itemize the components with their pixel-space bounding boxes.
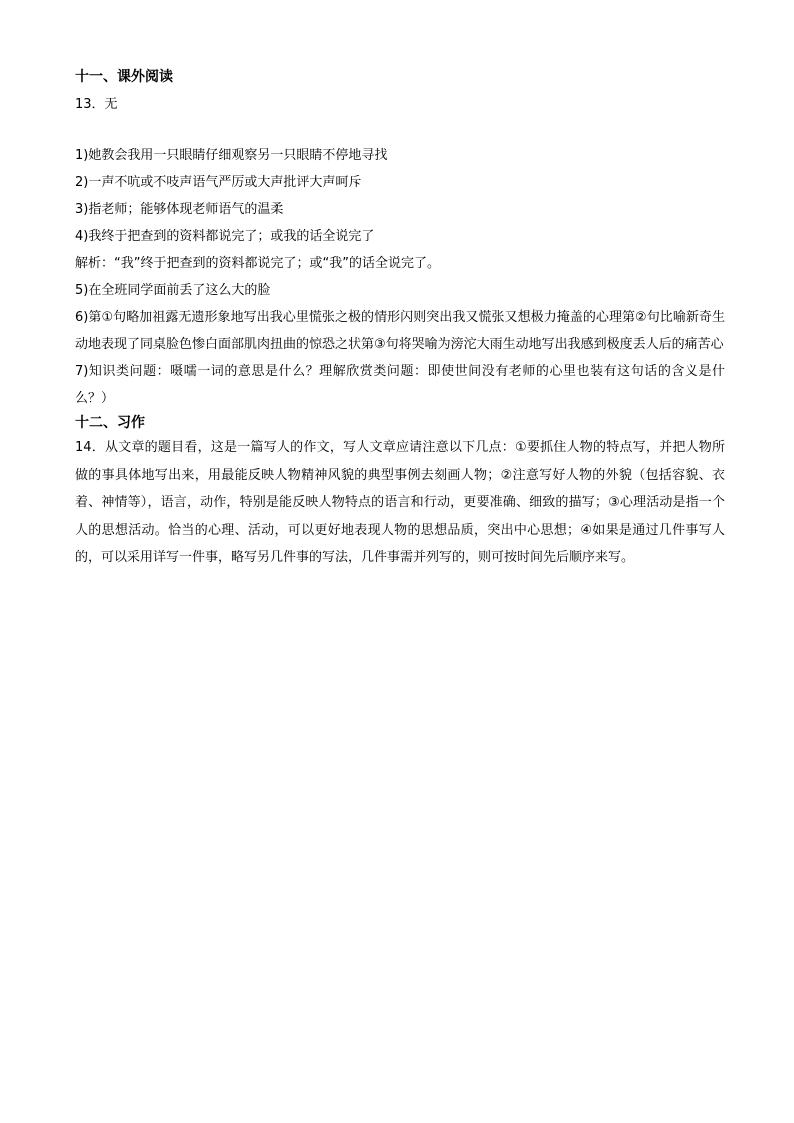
question-13-number: 13．无 — [75, 97, 118, 112]
answer-1: 1)她教会我用一只眼睛仔细观察另一只眼睛不停地寻找 — [75, 148, 388, 163]
section-heading-composition: 十二、习作 — [75, 415, 145, 431]
answer-4: 4)我终于把查到的资料都说完了；或我的话全说完了 — [75, 229, 375, 244]
answer-3: 3)指老师；能够体现老师语气的温柔 — [75, 202, 284, 217]
answer-6: 6)第①句略加祖露无遗形象地写出我心里慌张之极的情形闪则突出我又慌张又想极力掩盖的心理第②句比喻新奇生动地表现了同桌脸色惨白面部肌肉扭曲的惊恐之状第③句将哭喻为滂沱大雨生动地写出我感到极度丢人后的痛苦心 — [75, 310, 725, 352]
question-14-answer: 14．从文章的题目看，这是一篇写人的作文，写人文章应请注意以下几点：①要抓住人物的特点写，并把人物所做的事具体地写出来，用最能反映人物精神风貌的典型事例去刻画人物；②注意写好人物的外貌（包括容貌、衣着、神情等），语言，动作，特别是能反映人物特点的语言和行动，更要准确、细致的描写；③心理活动是指一个人的思想活动。恰当的心理、活动，可以更好地表现人物的思想品质，突出中心思想；④如果是通过几件事写人的，可以采用详写一件事，略写另几件事的写法，几件事需并列写的，则可按时间先后顺序来写。 — [75, 440, 725, 565]
blank-line — [75, 116, 725, 142]
answer-2: 2)一声不吭或不吱声语气严厉或大声批评大声呵斥 — [75, 175, 362, 190]
answer-4-explanation: 解析：“我”终于把查到的资料都说完了；或“我”的话全说完了。 — [75, 256, 440, 271]
answer-5: 5)在全班同学面前丢了这么大的脸 — [75, 283, 271, 298]
answer-7: 7)知识类问题：嗫嚅一词的意思是什么？理解欣赏类问题：即使世间没有老师的心里也装有这句话的含义是什么？） — [75, 364, 725, 406]
section-heading-extracurricular-reading: 十一、课外阅读 — [75, 69, 173, 85]
answer-content — [75, 66, 725, 572]
